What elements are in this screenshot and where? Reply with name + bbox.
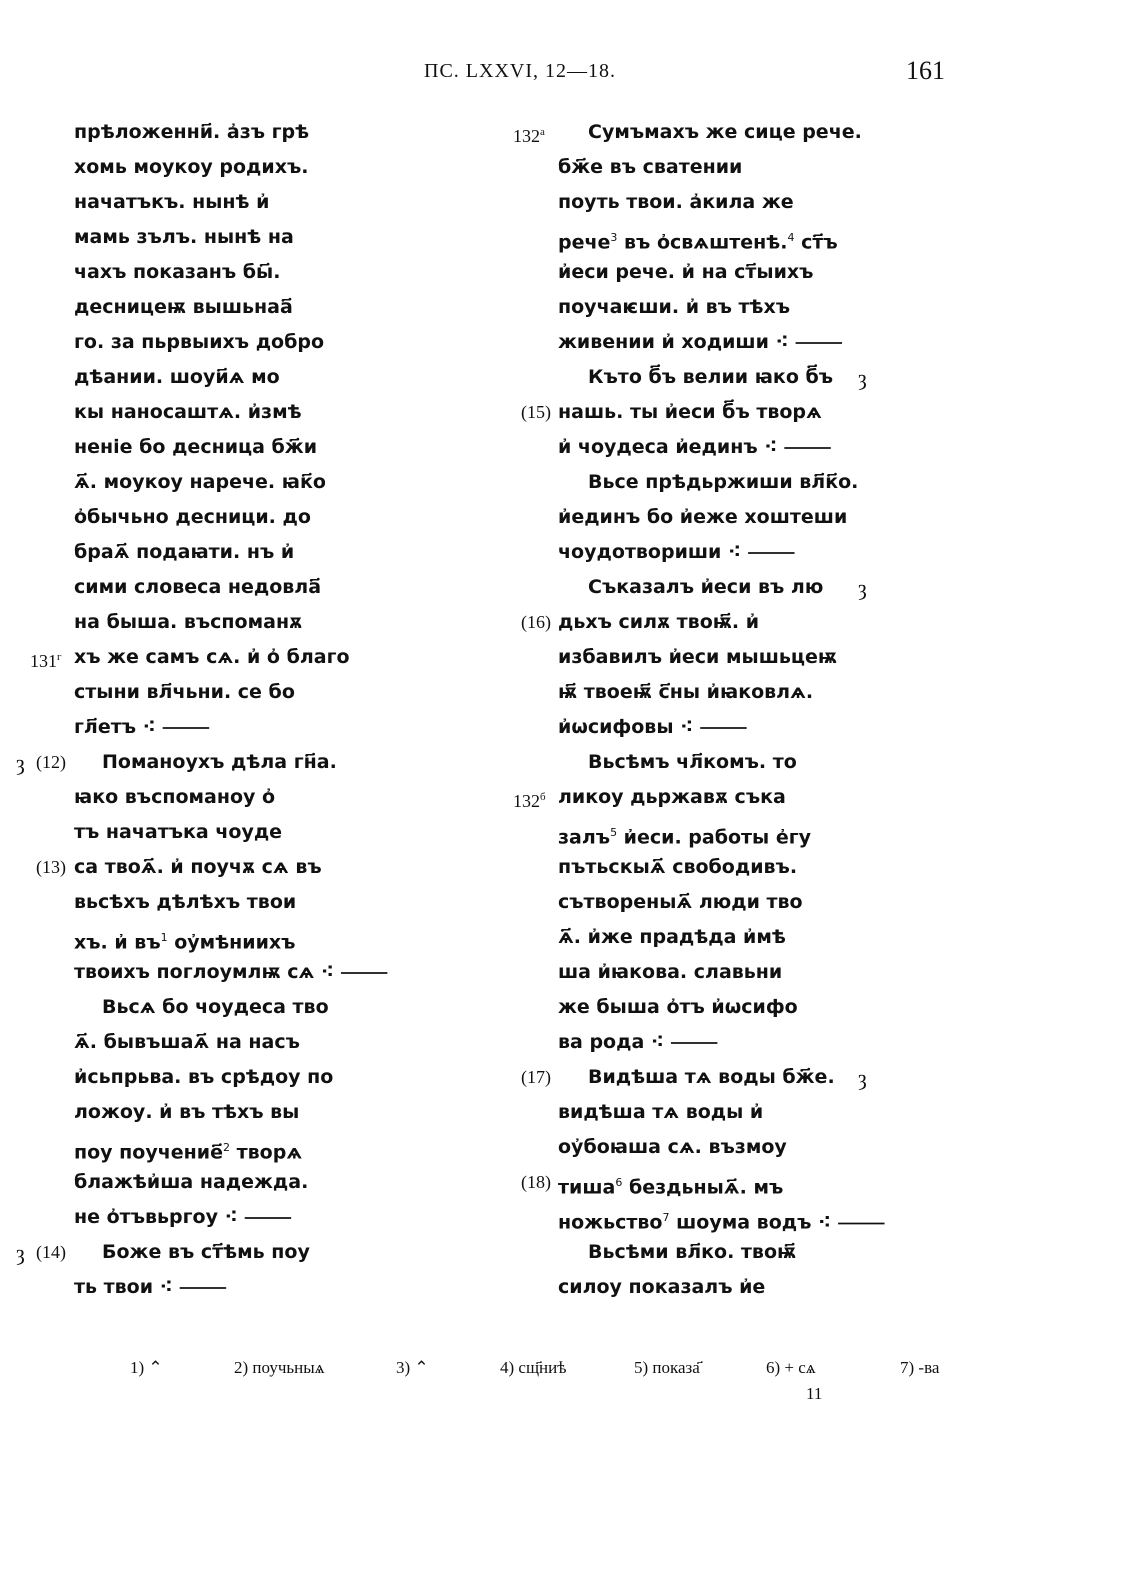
line-text: ликоу дьржавѫ съка — [558, 786, 786, 808]
text-line — [500, 955, 920, 990]
line-text: ѧ҃. бывъшаѧ҃ на насъ — [74, 1031, 300, 1053]
text-line — [500, 1060, 920, 1095]
text-line — [0, 290, 470, 325]
text-line — [500, 780, 920, 815]
footnote-ref: 6 — [615, 1176, 623, 1189]
line-text: поучаѥши. и҆ въ тѣхъ — [558, 296, 791, 318]
line-text: тъ начатъка чоуде — [74, 821, 283, 843]
line-text: чоудотвориши ⁖ ⸻ — [558, 541, 795, 563]
line-text: ложоу. и҆ въ тѣхъ вы — [74, 1101, 300, 1123]
margin-symbol: ȝ — [858, 365, 867, 390]
text-line — [0, 955, 470, 990]
text-line — [0, 1235, 470, 1270]
folio-side: б — [540, 791, 546, 803]
text-line — [0, 745, 470, 780]
text-line — [0, 255, 470, 290]
text-line — [0, 605, 470, 640]
text-line — [0, 395, 470, 430]
line-text: десницеѭ вышьнаа҃ — [74, 296, 293, 318]
footnote-ref: 7 — [662, 1211, 670, 1224]
line-text: чахъ показанъ бы҃. — [74, 261, 281, 283]
line-text: твоихъ поглоумлѭ сѧ ⁖ ⸻ — [74, 961, 388, 983]
line-text: браѧ҃ подаꙗти. нъ и҆ — [74, 541, 295, 563]
folio-side: г — [57, 651, 62, 663]
footnote-item: 7) -ва — [900, 1358, 940, 1377]
margin-symbol: ȝ — [16, 750, 25, 775]
footnote-ref: 4 — [787, 231, 795, 244]
margin-symbol: ȝ — [16, 1240, 25, 1265]
text-line — [0, 500, 470, 535]
verse-number: (12) — [36, 752, 66, 772]
text-line — [0, 885, 470, 920]
line-text: поуть твои. а҆кила же — [558, 191, 794, 213]
line-text: пътьскыѧ҃ свободивъ. — [558, 856, 798, 878]
line-text: хъ же самъ сѧ. и҆ о҆ благо — [74, 646, 350, 668]
line-text: го. за пьрвыихъ добро — [74, 331, 325, 353]
text-line — [500, 325, 920, 360]
line-text: залъ$^5$ и҆еси. работы е҆гу — [558, 826, 812, 849]
verse-number: (13) — [36, 857, 66, 877]
line-text: неніе бо десница бж҃и — [74, 436, 318, 458]
footnote-ref: 5 — [610, 826, 618, 839]
text-line — [500, 745, 920, 780]
line-text: ѭ҃ твоеѭ҃ с҃ны и҆ꙗковлѧ. — [558, 681, 814, 703]
footnote-ref: 2 — [223, 1141, 231, 1154]
text-line — [0, 1270, 470, 1305]
text-line — [500, 115, 920, 150]
text-line — [0, 780, 470, 815]
line-text: дѣании. шоуи҃ѧ мо — [74, 366, 280, 388]
verse-number: (15) — [521, 402, 551, 422]
line-text: блажѣи҆ша надежда. — [74, 1171, 309, 1193]
footnote-item: 3) ⌃ — [396, 1358, 429, 1377]
text-line — [0, 640, 470, 675]
text-line — [500, 1165, 920, 1200]
text-line — [0, 710, 470, 745]
line-text: ножьство$^7$ шоума водъ ⁖ ⸻ — [558, 1211, 885, 1234]
line-text: ꙗко въспоманоу о҆ — [74, 786, 276, 808]
text-line — [500, 1270, 920, 1305]
text-line — [0, 990, 470, 1025]
text-line — [500, 255, 920, 290]
text-line — [500, 1130, 920, 1165]
text-line — [500, 465, 920, 500]
page-number: 161 — [906, 56, 945, 85]
text-line — [500, 640, 920, 675]
footnote-item: 6) + сѧ — [766, 1358, 816, 1377]
line-text: кы наносаштѧ. и҆змѣ — [74, 401, 302, 423]
footnote-item: 4) сщ҃ниѣ — [500, 1358, 567, 1377]
line-text: прѣложенни҃. а҆зъ грѣ — [74, 121, 310, 143]
line-text: и҆ чоудеса и҆единъ ⁖ ⸻ — [558, 436, 832, 458]
line-text: на быша. въспоманѫ — [74, 611, 303, 633]
line-text: Сумъмахъ же сице рече. — [588, 121, 862, 143]
line-text: рече$^3$ въ о҆свѧштенѣ.$^4$ ст҃ъ — [558, 231, 838, 254]
line-text: и҆сьпрьва. въ срѣдоу по — [74, 1066, 334, 1088]
line-text: поу поучение҃$^2$ творѧ — [74, 1141, 303, 1164]
line-text: Вьсѣмъ чл҃комъ. то — [588, 751, 797, 773]
text-line — [500, 675, 920, 710]
text-line — [0, 1200, 470, 1235]
line-text: Видѣша тѧ воды бж҃е. — [588, 1066, 835, 1088]
line-text: тиша$^6$ бездьныѧ҃. мъ — [558, 1176, 784, 1199]
footnotes — [130, 1358, 960, 1384]
line-text: Вьсѣми вл҃ко. твоѭ҃ — [588, 1241, 797, 1263]
footnote-ref: 1 — [160, 931, 168, 944]
text-line — [500, 395, 920, 430]
text-line — [500, 885, 920, 920]
text-line — [500, 430, 920, 465]
line-text: гл҃етъ ⁖ ⸻ — [74, 716, 210, 738]
line-text: вьсѣхъ дѣлѣхъ твои — [74, 891, 297, 913]
left-column — [0, 115, 470, 1305]
line-text: мамь зълъ. нынѣ на — [74, 226, 294, 248]
line-text: Вьсѧ бо чоудеса тво — [102, 996, 329, 1018]
text-line — [0, 465, 470, 500]
text-line — [500, 1095, 920, 1130]
text-line — [500, 710, 920, 745]
text-line — [500, 850, 920, 885]
line-text: ть твои ⁖ ⸻ — [74, 1276, 227, 1298]
line-text: оу҆боꙗша сѧ. възмоу — [558, 1136, 787, 1158]
line-text: Боже въ ст҃ѣмь поу — [102, 1241, 310, 1263]
manuscript-folio-mark: $131^г$ — [30, 651, 62, 671]
line-text: хъ. и҆ $въ^1$ оу҆мѣниихъ — [74, 931, 296, 954]
text-line — [0, 920, 470, 955]
text-line — [500, 815, 920, 850]
text-line — [500, 1235, 920, 1270]
line-text: хомь моукоу родихъ. — [74, 156, 309, 178]
text-line — [0, 815, 470, 850]
text-line — [0, 1165, 470, 1200]
line-text: Поманоухъ дѣла гн҃а. — [102, 751, 337, 773]
line-text: са твоѧ҃. и҆ поучѫ сѧ въ — [74, 856, 322, 878]
text-line — [0, 850, 470, 885]
text-line — [0, 570, 470, 605]
text-line — [0, 430, 470, 465]
line-text: сими словеса недовла҃ — [74, 576, 322, 598]
line-text: и҆единъ бо и҆еже хоштеши — [558, 506, 848, 528]
margin-symbol: ȝ — [858, 1065, 867, 1090]
line-text: дьхъ силѫ твоѭ҃. и҆ — [558, 611, 760, 633]
line-text: же быша о҆тъ и҆ѡсифо — [558, 996, 798, 1018]
text-line — [0, 1025, 470, 1060]
footnote-item: 2) поучьныѧ — [234, 1358, 325, 1377]
verse-number: (18) — [521, 1172, 551, 1192]
text-line — [500, 290, 920, 325]
text-line — [0, 1060, 470, 1095]
line-text: живении и҆ ходиши ⁖ ⸻ — [558, 331, 843, 353]
verse-number: (14) — [36, 1242, 66, 1262]
text-line — [500, 360, 920, 395]
line-text: избавилъ и҆еси мышьцеѭ — [558, 646, 837, 668]
line-text: нашь. ты и҆еси б҃ъ творѧ — [558, 401, 822, 423]
text-line — [0, 325, 470, 360]
line-text: начатъкъ. нынѣ и҆ — [74, 191, 270, 213]
manuscript-folio-mark: $132^а$ — [513, 126, 545, 146]
text-line — [500, 185, 920, 220]
text-line — [500, 605, 920, 640]
text-line — [0, 675, 470, 710]
text-line — [500, 570, 920, 605]
line-text: стыни вл҃чьни. се бо — [74, 681, 295, 703]
text-line — [500, 500, 920, 535]
line-text: Съказалъ и҆еси въ лю — [588, 576, 824, 598]
manuscript-folio-mark: $132^б$ — [513, 791, 546, 811]
footnote-item: 5) показа҃ — [634, 1358, 700, 1377]
line-text: ша и҆ꙗкова. славьни — [558, 961, 783, 983]
line-text: силоу показалъ и҆е — [558, 1276, 766, 1298]
line-text: и҆ѡсифовы ⁖ ⸻ — [558, 716, 748, 738]
line-text: и҆еси рече. и҆ на ст҃ыихъ — [558, 261, 814, 283]
running-header: ПС. LXXVI, 12—18. — [424, 60, 616, 82]
line-text: не о҆тъвьргоу ⁖ ⸻ — [74, 1206, 292, 1228]
text-line — [500, 150, 920, 185]
line-text: о҆бычьно десници. до — [74, 506, 311, 528]
line-text: ѧ҃. моукоу нарече. ꙗк҃о — [74, 471, 326, 493]
text-line — [500, 1025, 920, 1060]
line-text: видѣша тѧ воды и҆ — [558, 1101, 764, 1123]
text-line — [0, 185, 470, 220]
footnote-ref: 3 — [610, 231, 618, 244]
line-text: ѧ҃. и҆же прадѣда и҆мѣ — [558, 926, 786, 948]
text-line — [500, 990, 920, 1025]
text-line — [500, 920, 920, 955]
text-line — [0, 360, 470, 395]
folio-side: а — [540, 126, 545, 138]
verse-number: (17) — [521, 1067, 551, 1087]
text-line — [0, 115, 470, 150]
margin-symbol: ȝ — [858, 575, 867, 600]
line-text: Къто б҃ъ велии ꙗко б҃ъ — [588, 366, 834, 388]
text-line — [0, 1130, 470, 1165]
text-line — [0, 1095, 470, 1130]
printer-signature: 11 — [806, 1384, 823, 1403]
text-line — [0, 220, 470, 255]
text-line — [500, 535, 920, 570]
text-line — [0, 535, 470, 570]
line-text: сътвореныѧ҃ люди тво — [558, 891, 803, 913]
text-line — [500, 220, 920, 255]
text-line — [500, 1200, 920, 1235]
line-text: Вьсе прѣдьржиши вл҃к҃о. — [588, 471, 859, 493]
text-line — [0, 150, 470, 185]
footnote-item: 1) ⌃ — [130, 1358, 163, 1377]
line-text: бж҃е въ сватении — [558, 156, 743, 178]
verse-number: (16) — [521, 612, 551, 632]
line-text: ва рода ⁖ ⸻ — [558, 1031, 718, 1053]
right-column — [500, 115, 920, 1305]
